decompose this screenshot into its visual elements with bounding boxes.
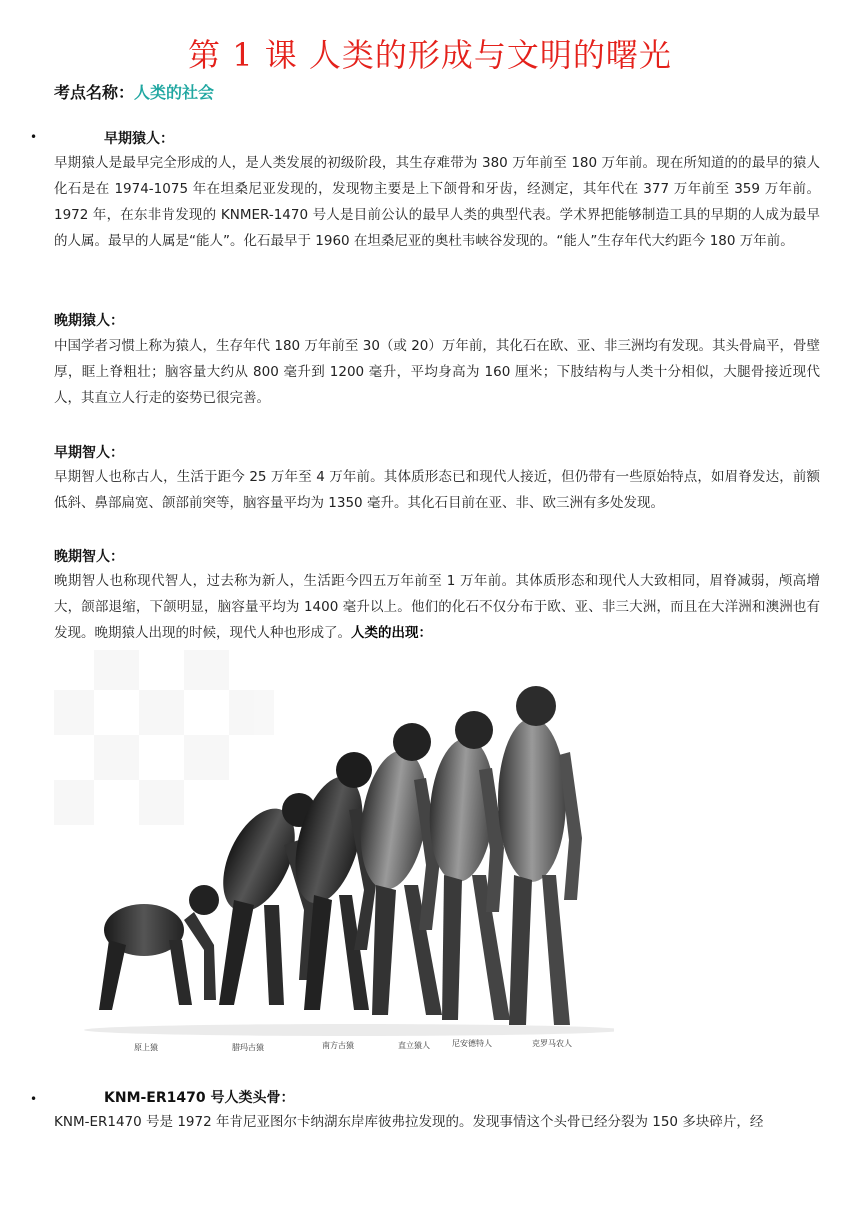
section-text-late-homo-sapiens [54,568,820,646]
section-text-early-homo-sapiens: 早期智人也称古人，生活于距今 25 万年至 4 万年前。其体质形态已和现代人接近，但仍带有一些原始特点，如眉脊发达，前额低斜、鼻部扁宽、颌部前突等，脑容量平均为 1350 毫升。其化石目前在亚、非、欧三洲有多处发现。 [54,469,820,511]
section-text-early-ape-man: 早期猿人是最早完全形成的人，是人类发展的初级阶段，其生存难带为 380 万年前至 180 万年前。现在所知道的的最早的猿人化石是在 1974-1075 年在坦桑尼亚发现的，发现物主要是上下颌骨和牙齿，经测定，其年代在 377 万年前至 359 万年前。1972 年，在东非肯发现的 KNMER-1470 号人是目前公认的最早人类的典型代表。学术界把能够制造工具的早期的人成为最早的人属。最早的人属是“能人”。化石最早于 1960 在坦桑尼亚的奥杜韦峡谷发现的。“能人”生存年代大约距今 180 万年前。 [54,155,820,249]
evolution-illustration [54,650,614,1060]
section-text-knm-er1470: KNM-ER1470 号是 1972 年肯尼亚图尔卡纳湖东岸库彼弗拉发现的。发现事情这个头骨已经分裂为 150 多块碎片，经 [54,1114,764,1130]
section-text-late-ape-man: 中国学者习惯上称为猿人，生存年代 180 万年前至 30（或 20）万年前，其化石在欧、亚、非三洲均有发现。其头骨扁平，骨壁厚，眶上脊粗壮；脑容量大约从 800 毫升到 1200 毫升，平均身高为 160 厘米；下肢结构与人类十分相似，大腿骨接近现代人，其直立人行走的姿势已很完善。 [54,338,820,406]
topic-label: 考点名称： [54,83,135,102]
figure-ramapithecus [209,793,316,1005]
section-heading-early-homo-sapiens: 早期智人： [54,445,124,461]
caption-ramapithecus: 腊玛古猿 [232,1043,264,1052]
section-heading-early-ape-man: 早期猿人： [104,131,174,147]
figure-proconsul [99,885,219,1010]
human-emergence-label: 人类的出现： [351,625,432,641]
caption-cro-magnon: 克罗马农人 [532,1039,572,1048]
topic-line [54,80,214,103]
figure-cro-magnon [498,686,582,1025]
background-checker [54,650,274,825]
caption-proconsul: 原上猿 [134,1043,158,1052]
section-heading-late-ape-man: 晚期猿人： [54,313,124,329]
ground-shadow [84,1024,614,1036]
bullet-marker: • [30,1092,38,1106]
section-heading-knm-er1470: KNM-ER1470 号人类头骨： [104,1090,295,1106]
figure-australopithecus [283,752,376,1010]
section-heading-late-homo-sapiens: 晚期智人： [54,549,124,565]
caption-neanderthal: 尼安德特人 [452,1039,492,1048]
caption-australopithecus: 南方古猿 [322,1041,354,1050]
late-homo-sapiens-body: 晚期智人也称现代智人，过去称为新人，生活距今四五万年前至 1 万年前。其体质形态和现代人大致相同，眉脊减弱，颅高增大，颌部退缩，下颌明显，脑容量平均为 1400 毫升以上。他们的化石不仅分布于欧、亚、非三大洲，而且在大洋洲和澳洲也有发现。晚期猿人出现的时候，现代人种也形成了。 [54,573,820,641]
evolution-figure-svg [54,650,614,1060]
caption-homo-erectus: 直立猿人 [398,1041,430,1050]
topic-name: 人类的社会 [134,83,215,102]
bullet-marker: • [30,130,38,144]
page-title: 第 1 课 人类的形成与文明的曙光 [188,36,672,74]
